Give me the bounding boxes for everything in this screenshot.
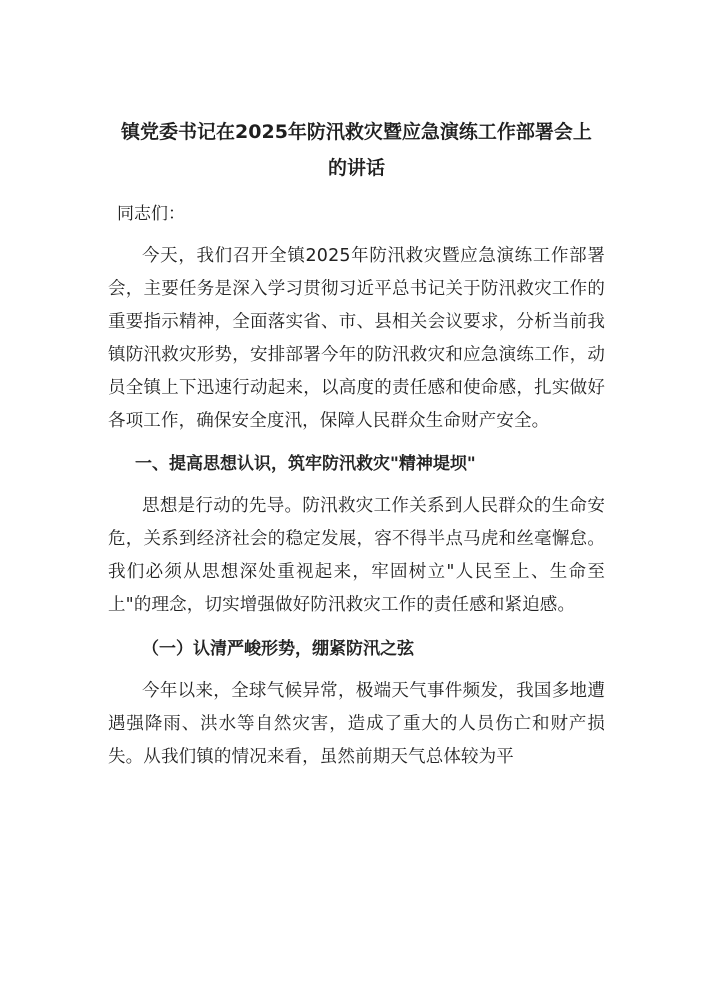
section-heading-1: 一、提高思想认识，筑牢防汛救灾"精神堤坝" xyxy=(135,454,476,474)
salutation: 同志们： xyxy=(117,204,185,224)
document-body xyxy=(108,114,605,774)
title-line-1: 镇党委书记在2025年防汛救灾暨应急演练工作部署会上 xyxy=(121,121,592,143)
subsection-1-paragraph: 今年以来，全球气候异常，极端天气事件频发，我国多地遭遇强降雨、洪水等自然灾害，造成了重大的人员伤亡和财产损失。从我们镇的情况来看，虽然前期天气总体较为平 xyxy=(108,681,605,767)
intro-paragraph: 今天，我们召开全镇2025年防汛救灾暨应急演练工作部署会，主要任务是深入学习贯彻习近平总书记关于防汛救灾工作的重要指示精神，全面落实省、市、县相关会议要求，分析当前我镇防汛救灾形势，安排部署今年的防汛救灾和应急演练工作，动员全镇上下迅速行动起来，以高度的责任感和使命感，扎实做好各项工作，确保安全度汛，保障人民群众生命财产安全。 xyxy=(108,246,605,431)
document-title xyxy=(108,114,605,186)
section-1-paragraph: 思想是行动的先导。防汛救灾工作关系到人民群众的生命安危，关系到经济社会的稳定发展，容不得半点马虎和丝毫懈怠。我们必须从思想深处重视起来，牢固树立"人民至上、生命至上"的理念，切实增强做好防汛救灾工作的责任感和紧迫感。 xyxy=(108,496,605,615)
title-line-2: 的讲话 xyxy=(327,157,385,179)
subsection-heading-1: （一）认清严峻形势，绷紧防汛之弦 xyxy=(142,639,414,659)
